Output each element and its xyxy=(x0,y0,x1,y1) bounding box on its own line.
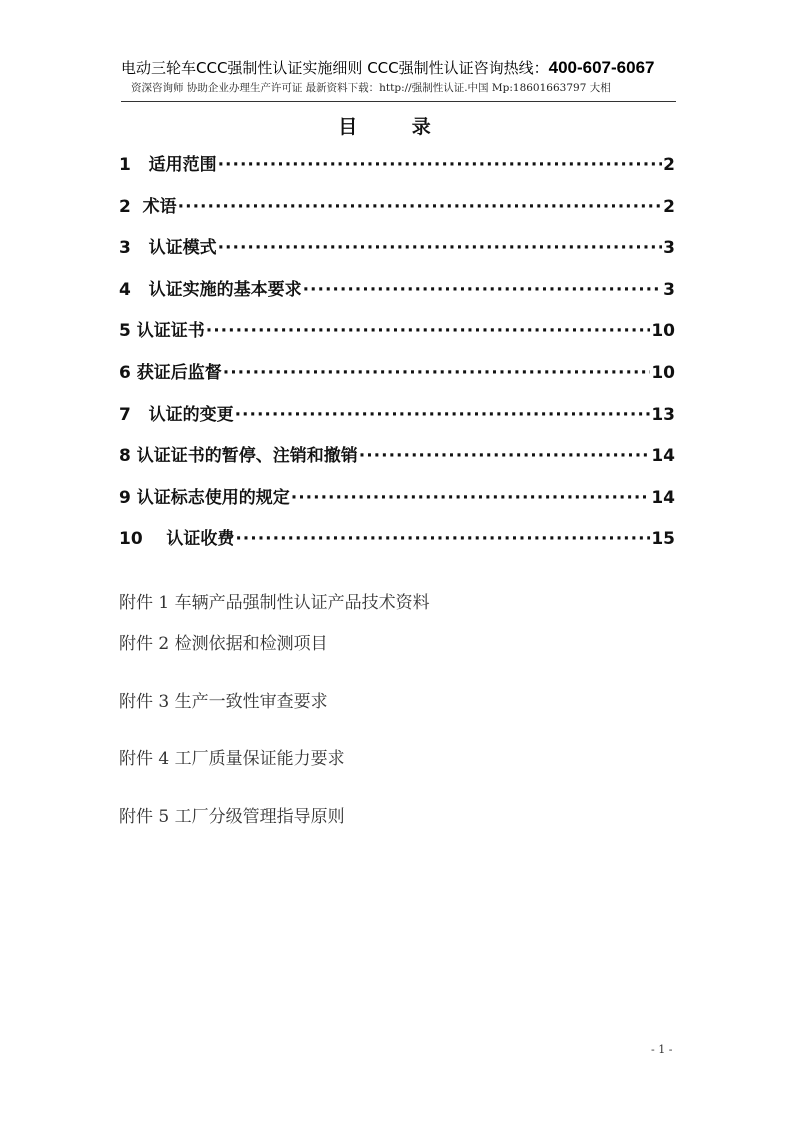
toc-entry[interactable] xyxy=(119,483,675,525)
toc-leader-dots xyxy=(218,155,663,175)
toc-entry-label: 认证模式 xyxy=(148,238,217,259)
toc-entry[interactable] xyxy=(119,400,675,442)
toc-entry-page: 10 xyxy=(651,321,675,342)
toc-entry-number: 10 xyxy=(119,529,167,550)
toc-entry-number: 9 xyxy=(119,487,137,508)
attachment-item: 附件 1 车辆产品强制性认证产品技术资料 xyxy=(119,593,430,613)
toc-entry-number: 8 xyxy=(119,446,137,467)
attachment-item: 附件 4 工厂质量保证能力要求 xyxy=(119,749,345,769)
toc-entry-number: 3 xyxy=(119,238,149,259)
toc-entry-label: 认证的变更 xyxy=(148,404,234,425)
toc-entry-page: 10 xyxy=(651,362,675,383)
header-divider xyxy=(121,101,676,102)
toc-entry-page: 13 xyxy=(651,404,675,425)
toc-entry-label: 获证后监督 xyxy=(136,362,222,383)
toc-entry-page: 3 xyxy=(663,238,675,259)
toc-entry-label: 认证标志使用的规定 xyxy=(136,487,290,508)
toc-entry[interactable] xyxy=(119,524,675,566)
toc-entry-page: 14 xyxy=(651,446,675,467)
toc-entry-label: 适用范围 xyxy=(148,155,217,175)
toc-leader-dots xyxy=(359,446,651,466)
toc-entry[interactable] xyxy=(119,233,675,275)
toc-entry[interactable] xyxy=(119,441,675,483)
toc-leader-dots xyxy=(303,280,663,300)
toc-leader-dots xyxy=(235,529,650,549)
toc-entry-label: 认证收费 xyxy=(166,529,235,550)
toc-entry-page: 2 xyxy=(663,196,675,217)
toc-entry-page: 14 xyxy=(651,487,675,508)
attachment-item: 附件 5 工厂分级管理指导原则 xyxy=(119,807,345,827)
attachment-item: 附件 2 检测依据和检测项目 xyxy=(119,634,328,654)
toc-leader-dots xyxy=(223,363,651,383)
toc-title: 目 录 xyxy=(338,116,455,138)
toc-entry[interactable] xyxy=(119,192,675,234)
toc-list xyxy=(119,150,675,566)
toc-entry[interactable] xyxy=(119,358,675,400)
toc-entry-page: 3 xyxy=(663,279,675,300)
header-title xyxy=(121,56,676,80)
header-subtitle: 资深咨询师 协助企业办理生产许可证 最新资料下载：http://强制性认证.中国 Mp:18601663797 大相 xyxy=(131,82,611,94)
toc-entry[interactable] xyxy=(119,316,675,358)
header-title-text: 电动三轮车CCC强制性认证实施细则 CCC强制性认证咨询热线： xyxy=(121,59,549,77)
toc-leader-dots xyxy=(206,321,651,341)
toc-entry-label: 认证证书 xyxy=(136,321,205,342)
page-number: - 1 - xyxy=(651,1043,673,1056)
toc-entry-number: 2 xyxy=(119,196,143,217)
toc-entry-page: 15 xyxy=(651,529,675,550)
toc-entry-number: 6 xyxy=(119,362,137,383)
toc-leader-dots xyxy=(235,405,651,425)
toc-entry-number: 1 xyxy=(119,155,149,175)
toc-entry-page: 2 xyxy=(663,155,675,175)
toc-entry-label: 认证实施的基本要求 xyxy=(148,279,302,300)
toc-entry-number: 5 xyxy=(119,321,137,342)
page-header xyxy=(121,56,676,96)
toc-entry-label: 术语 xyxy=(142,196,177,217)
toc-leader-dots xyxy=(218,238,663,258)
attachment-item: 附件 3 生产一致性审查要求 xyxy=(119,692,328,712)
toc-leader-dots xyxy=(178,197,662,217)
toc-entry[interactable] xyxy=(119,275,675,317)
hotline-number: 400-607-6067 xyxy=(548,58,655,77)
toc-entry-label: 认证证书的暂停、注销和撤销 xyxy=(136,446,358,467)
toc-entry-number: 7 xyxy=(119,404,149,425)
toc-entry-number: 4 xyxy=(119,279,149,300)
toc-entry[interactable] xyxy=(119,150,675,192)
toc-leader-dots xyxy=(291,488,651,508)
